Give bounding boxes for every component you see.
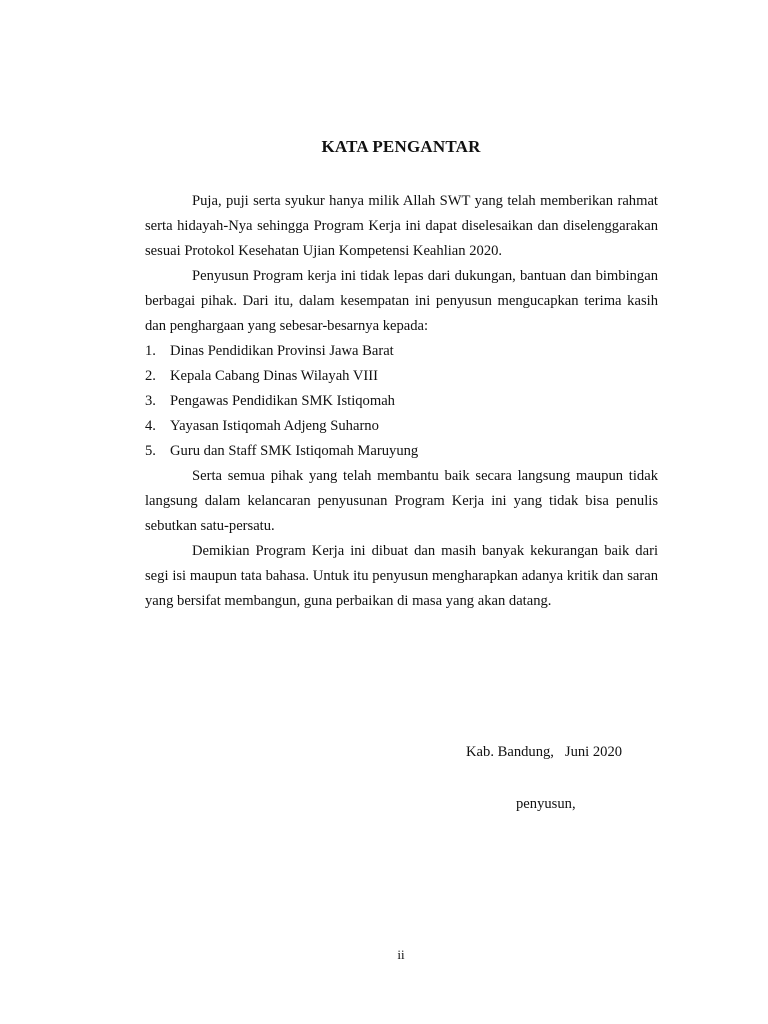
list-item-text: Guru dan Staff SMK Istiqomah Maruyung bbox=[170, 443, 419, 459]
list-item-text: Pengawas Pendidikan SMK Istiqomah bbox=[170, 393, 395, 409]
list-item-text: Yayasan Istiqomah Adjeng Suharno bbox=[170, 418, 379, 434]
document-body bbox=[145, 189, 658, 614]
list-item-number: 3. bbox=[145, 393, 156, 409]
paragraph-opening: Puja, puji serta syukur hanya milik Allah SWT yang telah memberikan rahmat serta hidayah-Nya sehingga Program Kerja ini dapat diselesaikan dan diselenggarakan sesuai Protokol Kesehatan Ujian Kompetensi Keahlian 2020. bbox=[145, 193, 658, 259]
list-item bbox=[145, 339, 658, 364]
list-item bbox=[145, 389, 658, 414]
list-item bbox=[145, 439, 658, 464]
place-date: Kab. Bandung, Juni 2020 bbox=[466, 744, 623, 760]
list-item-text: Kepala Cabang Dinas Wilayah VIII bbox=[170, 368, 378, 384]
list-item-number: 4. bbox=[145, 418, 156, 434]
list-item-number: 2. bbox=[145, 368, 156, 384]
list-item-number: 1. bbox=[145, 343, 156, 359]
paragraph-thanks-others: Serta semua pihak yang telah membantu baik secara langsung maupun tidak langsung dalam kelancaran penyusunan Program Kerja ini yang tidak bisa penulis sebutkan satu-persatu. bbox=[145, 468, 658, 534]
list-item-number: 5. bbox=[145, 443, 156, 459]
list-item-text: Dinas Pendidikan Provinsi Jawa Barat bbox=[170, 343, 394, 359]
paragraph-closing: Demikian Program Kerja ini dibuat dan masih banyak kekurangan baik dari segi isi maupun tata bahasa. Untuk itu penyusun mengharapkan adanya kritik dan saran yang bersifat membangun, guna perbaikan di masa yang akan datang. bbox=[145, 543, 658, 609]
page-title: KATA PENGANTAR bbox=[321, 137, 481, 156]
signatory-role: penyusun, bbox=[516, 796, 576, 812]
list-item bbox=[145, 414, 658, 439]
paragraph-acknowledgement: Penyusun Program kerja ini tidak lepas dari dukungan, bantuan dan bimbingan berbagai pihak. Dari itu, dalam kesempatan ini penyusun mengucapkan terima kasih dan penghargaan yang sebesar-besarnya kepada: bbox=[145, 268, 658, 334]
acknowledgement-list bbox=[145, 339, 658, 464]
page-number: ii bbox=[397, 947, 405, 962]
list-item bbox=[145, 364, 658, 389]
